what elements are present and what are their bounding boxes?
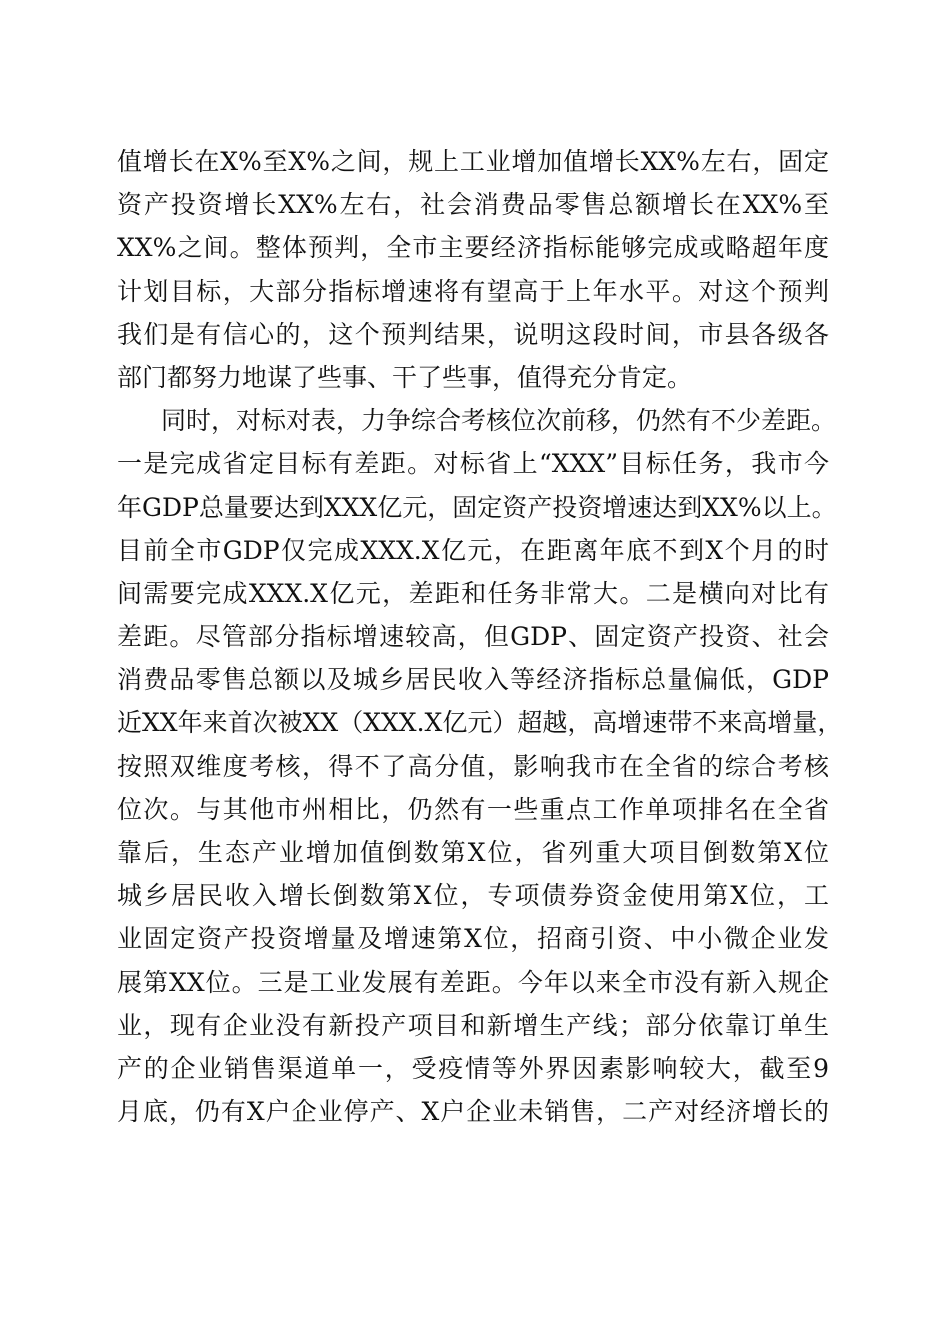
text-line: 月底，仍有X户企业停产、X户企业未销售，二产对经济增长的 [117, 1097, 829, 1127]
text-line: 位次。与其他市州相比，仍然有一些重点工作单项排名在全省 [117, 794, 829, 824]
text-line: XX%之间。整体预判，全市主要经济指标能够完成或略超年度 [117, 233, 829, 263]
text-line: 计划目标，大部分指标增速将有望高于上年水平。对这个预判 [117, 276, 829, 306]
text-line: 我们是有信心的，这个预判结果，说明这段时间，市县各级各 [117, 319, 829, 349]
text-line: 目前全市GDP仅完成XXX.X亿元，在距离年底不到X个月的时 [117, 535, 829, 565]
text-line: 间需要完成XXX.X亿元，差距和任务非常大。二是横向对比有 [117, 578, 829, 608]
text-line: 同时，对标对表，力争综合考核位次前移，仍然有不少差距。 [161, 406, 837, 436]
body-text [117, 140, 843, 1133]
text-line: 差距。尽管部分指标增速较高，但GDP、固定资产投资、社会 [117, 622, 829, 652]
paragraph-1 [117, 140, 829, 399]
text-line: 消费品零售总额以及城乡居民收入等经济指标总量偏低，GDP [117, 665, 829, 695]
text-line: 一是完成省定目标有差距。对标省上“XXX”目标任务，我市今 [117, 449, 829, 479]
text-line: 业固定资产投资增量及增速第X位，招商引资、中小微企业发 [117, 924, 829, 954]
text-line: 业，现有企业没有新投产项目和新增生产线；部分依靠订单生 [117, 1010, 829, 1040]
text-line: 近XX年来首次被XX（XXX.X亿元）超越，高增速带不来高增量， [117, 708, 843, 738]
text-line: 年GDP总量要达到XXX亿元，固定资产投资增速达到XX%以上。 [117, 492, 837, 522]
text-line: 值增长在X%至X%之间，规上工业增加值增长XX%左右，固定 [117, 147, 829, 176]
paragraph-2 [117, 399, 843, 1133]
text-line: 城乡居民收入增长倒数第X位，专项债券资金使用第X位，工 [117, 881, 829, 911]
text-line: 展第XX位。三是工业发展有差距。今年以来全市没有新入规企 [117, 967, 829, 997]
text-line: 部门都努力地谋了些事、干了些事，值得充分肯定。 [117, 362, 693, 392]
text-line: 产的企业销售渠道单一，受疫情等外界因素影响较大，截至9 [117, 1053, 829, 1083]
text-line: 按照双维度考核，得不了高分值，影响我市在全省的综合考核 [117, 751, 829, 781]
text-line: 资产投资增长XX%左右，社会消费品零售总额增长在XX%至 [117, 190, 829, 220]
text-line: 靠后，生态产业增加值倒数第X位，省列重大项目倒数第X位 [117, 838, 829, 867]
